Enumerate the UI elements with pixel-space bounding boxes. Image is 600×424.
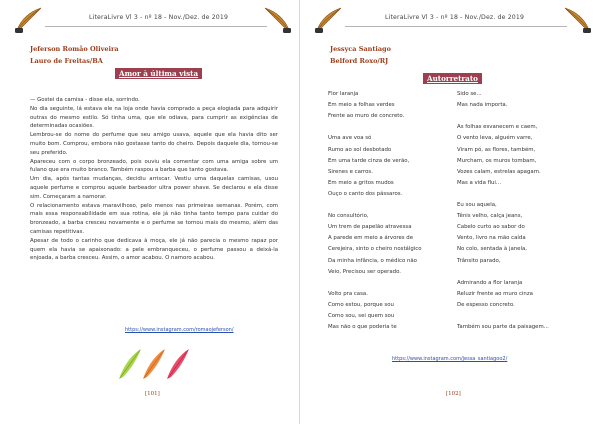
poem-line: Volto pra casa. xyxy=(328,290,368,297)
poem-line: Um trem de papelão atravessa xyxy=(328,224,412,231)
quill-inkwell-icon xyxy=(13,6,43,34)
poem-line: Também sou parte da paisagem... xyxy=(457,324,549,331)
poem-line: Murcham, os muros tombam, xyxy=(457,157,537,164)
left-header-title: LiteraLivre Vl 3 - nº 18 - Nov./Dez. de 2019 xyxy=(89,14,229,21)
page-number: [102] xyxy=(446,391,461,397)
poem-line: De espesso concreto. xyxy=(457,301,515,308)
author-location: Belford Roxo/RJ xyxy=(330,57,389,65)
story-paragraph: Apareceu com o corpo bronzeado, pois ouviu ela comentar com uma amiga sobre um fulano que era muito branco. Também raspou a barba que tanto gostava. xyxy=(30,158,278,174)
poem-line: No consultório, xyxy=(328,213,369,220)
feather-icon xyxy=(119,349,141,379)
author-name: Jessyca Santiago xyxy=(330,45,391,53)
page-spine xyxy=(299,0,300,424)
feather-icon xyxy=(167,349,189,379)
poem-line: Em uma tarde cinza de verão, xyxy=(328,157,410,164)
author-instagram-link[interactable]: https://www.instagram.com/romaojeferson/ xyxy=(125,327,234,333)
right-page xyxy=(305,0,595,424)
poem-line: As folhas esvanecem e caem, xyxy=(457,124,538,131)
story-paragraph: O relacionamento estava maravilhoso, pelo menos nas primeiras semanas. Porém, com mais essa responsabilidade em sua rotina, ele já não tinha tanto tempo para cuidar do bronzeado, a barba cresceu novamente e o perfume se tornou mais do mesmo, além das camisas repetitivas. xyxy=(30,202,278,235)
poem-line: Sirenes e carros. xyxy=(328,168,373,175)
poem-line: Mas nada importa. xyxy=(457,102,508,109)
poem-line: Frente ao muro de concreto. xyxy=(328,113,405,120)
poem-line: Cabelo curto ao sabor do xyxy=(457,224,525,231)
poem-line: O vento leva, alguém varre, xyxy=(457,135,533,142)
poem-line: Tênis velho, calça jeans, xyxy=(457,213,523,220)
poem-column-2 xyxy=(457,91,592,341)
poem-line: Rumo ao sol desbotado xyxy=(328,146,392,153)
quill-inkwell-icon xyxy=(563,6,593,34)
poem-title: Autorretrato xyxy=(423,73,482,84)
left-header-rule xyxy=(45,26,267,27)
story-title: Amor à última vista xyxy=(115,68,202,79)
left-page xyxy=(5,0,295,424)
page-number: [101] xyxy=(145,391,160,397)
poem-line: Uma ave voa só xyxy=(328,135,372,142)
poem-column-1 xyxy=(328,91,458,341)
story-paragraph: Um dia, após tantas mudanças, decidiu arriscar. Vestiu uma daquelas camisas, usou aquele perfume e comprou aquele barbeador ultra power shave. Se declarou e ela disse sim. Começaram a namorar. xyxy=(30,176,278,200)
poem-line: A parede em meio a árvores de xyxy=(328,235,414,242)
story-paragraph: — Gostei da camisa - disse ela, sorrindo. xyxy=(30,97,140,103)
story-text xyxy=(30,96,278,263)
poem-line: Em meio a folhas verdes xyxy=(328,102,395,109)
right-header-title: LiteraLivre Vl 3 - nº 18 - Nov./Dez. de 2019 xyxy=(385,14,525,21)
story-paragraph: No dia seguinte, lá estava ele na loja onde havia comprado a peça elogiada para adquirir outras do mesmo estilo. Só tinha uma, que ele odiava, para cumprir as exigências de determinadas ocasiões. xyxy=(30,105,278,130)
story-paragraph: Apesar de todo o carinho que dedicava à moça, ele já não parecia o mesmo rapaz por quem ela havia se apaixonado: a pele embranqueceu, o perfume passou a deixá-la enjoada, a barba cresceu. Assim, o amor acabou. O namoro acabou. xyxy=(30,237,278,262)
quill-inkwell-icon xyxy=(263,6,293,34)
story-paragraph: Lembrou-se do nome do perfume que seu amigo usava, aquele que ela havia dito ser muito bom. Comprou, embora não gostasse tanto do cheiro. Depois daquele dia, tornou-se seu preferido. xyxy=(30,132,278,156)
feathers-decoration xyxy=(115,345,195,381)
author-instagram-link[interactable]: https://www.instagram.com/jessa_santiagoo2/ xyxy=(392,356,508,362)
poem-line: Em meio a gritos mudos xyxy=(328,179,394,186)
poem-line: Como estou, porque sou xyxy=(328,301,394,308)
right-header-rule xyxy=(345,26,567,27)
poem-line: Viram pó, as flores, também, xyxy=(457,146,536,153)
poem-line: No colo, sentada à janela, xyxy=(457,246,527,253)
poem-line: Sido se... xyxy=(457,91,482,97)
poem-line: Flor laranja xyxy=(328,91,359,97)
poem-line: Ouço o canto dos pássaros. xyxy=(328,190,403,197)
poem-line: Da minha infância, o médico não xyxy=(328,257,417,264)
poem-line: Vento, livro na mão caída xyxy=(457,235,526,242)
feather-icon xyxy=(143,349,165,379)
poem-line: Eu sou aquela, xyxy=(457,202,497,208)
poem-line: Reluzir frente ao muro cinza xyxy=(457,290,533,297)
poem-line: Admirando a flor laranja xyxy=(457,279,523,286)
poem-line: Cerejeira, sinto o cheiro nostálgico xyxy=(328,246,422,253)
quill-inkwell-icon xyxy=(313,6,343,34)
poem-line: Mas não o que poderia te xyxy=(328,324,397,331)
right-header xyxy=(307,6,593,36)
poem-line: Como sou, sei quem sou xyxy=(328,313,395,319)
poem-line: Veio, Precisou ser operado. xyxy=(328,268,402,275)
poem-line: Trânsito parado, xyxy=(457,257,501,264)
poem-line: Vozes calam, estrelas apagam. xyxy=(457,168,541,175)
poem-line: Mas a vida flui... xyxy=(457,179,502,186)
left-header xyxy=(7,6,293,36)
author-name: Jeferson Romão Oliveira xyxy=(30,45,119,53)
author-location: Lauro de Freitas/BA xyxy=(30,57,103,65)
